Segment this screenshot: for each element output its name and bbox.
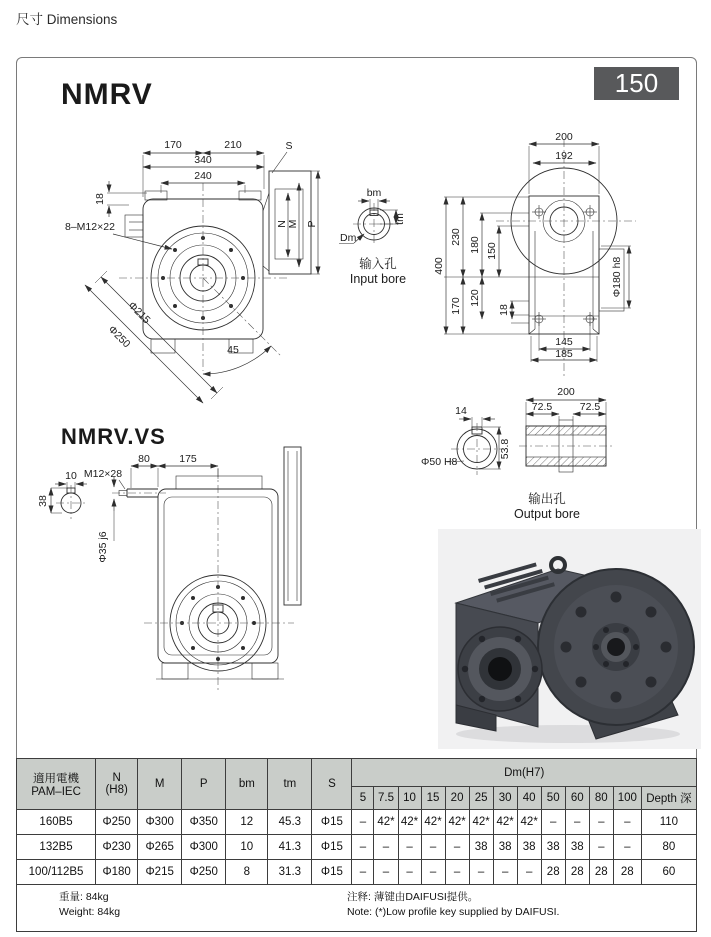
col-header-p: P — [182, 759, 226, 810]
cell-pam: 132B5 — [17, 835, 96, 860]
col-header-dm-30: 30 — [493, 787, 517, 810]
bolt-symbols — [532, 205, 597, 326]
dim-150: 150 — [486, 242, 498, 260]
dim-200: 200 — [555, 131, 573, 143]
cell-pam: 100/112B5 — [17, 860, 96, 885]
dim-175: 175 — [179, 453, 197, 465]
output-bore-drawing — [421, 386, 701, 526]
sheet — [16, 57, 697, 932]
dim-45: 45 — [227, 344, 239, 356]
dim-tm: tm — [394, 213, 406, 225]
dim-38: 38 — [37, 495, 49, 507]
col-header-depth: Depth 深 — [641, 787, 696, 810]
col-header-dm-40: 40 — [517, 787, 541, 810]
col-header-s: S — [312, 759, 352, 810]
vs-model-title: NMRV.VS — [61, 424, 166, 449]
side-body-outline — [529, 196, 599, 334]
label-stud: M12×28 — [83, 468, 123, 480]
spec-table — [16, 758, 697, 932]
col-header-m: M — [138, 759, 182, 810]
col-header-dm-5: 5 — [352, 787, 374, 810]
output-bore-caption-zh: 输出孔 — [528, 492, 566, 506]
key-note: 注释: 薄键由DAIFUSI提供。 Note: (*)Low profile key supplied by DAIFUSI. — [347, 891, 560, 919]
table-row-160b5: 160B5 Φ250 Φ300 Φ350 12 45.3 Φ15 – 42* 42* 42* 42* 42* 42* 42* – – – – 110 — [17, 810, 697, 835]
dim-120: 120 — [469, 289, 481, 307]
dim-192: 192 — [555, 150, 573, 162]
dim-185: 185 — [555, 348, 573, 360]
dim-53-8: 53.8 — [499, 438, 511, 460]
label-p: P — [306, 220, 318, 228]
label-m: M — [287, 219, 299, 229]
dim-dm: Dm — [340, 232, 357, 244]
model-title: NMRV — [61, 78, 153, 111]
col-header-dm-100: 100 — [613, 787, 641, 810]
input-bore-caption-zh: 输入孔 — [359, 257, 397, 271]
weight-note: 重量: 84kg Weight: 84kg — [59, 891, 121, 919]
vs-view-drawing — [26, 451, 331, 701]
dim-170s: 170 — [450, 297, 462, 315]
dim-18: 18 — [94, 193, 106, 205]
vs-side-plate — [284, 447, 301, 605]
photo-output-flange — [538, 569, 694, 725]
dim-400: 400 — [433, 257, 445, 275]
table-row-132b5: 132B5 Φ230 Φ265 Φ300 10 41.3 Φ15 – – – – – 38 38 38 38 38 – – 80 — [17, 835, 697, 860]
dim-10: 10 — [65, 470, 77, 482]
dim-18s: 18 — [498, 304, 510, 316]
page-header: 尺寸 Dimensions — [16, 12, 118, 27]
dim-180: 180 — [469, 236, 481, 254]
table-footer-row — [17, 885, 697, 932]
dim-dia180: Φ180 h8 — [611, 256, 623, 298]
col-header-dm-20: 20 — [445, 787, 469, 810]
dim-dia250: Φ250 — [105, 323, 133, 351]
col-header-dm-80: 80 — [589, 787, 613, 810]
col-header-dm-60: 60 — [565, 787, 589, 810]
dim-170: 170 — [164, 139, 182, 151]
dim-240: 240 — [194, 170, 212, 182]
size-badge: 150 — [594, 67, 679, 100]
dim-340: 340 — [194, 154, 212, 166]
col-header-dm-group: Dm(H7) — [352, 759, 697, 787]
output-bore-caption-en: Output bore — [513, 507, 581, 521]
dim-72-5-left: 72.5 — [531, 401, 553, 413]
input-bore-drawing — [339, 186, 439, 301]
col-header-dm-15: 15 — [421, 787, 445, 810]
front-view-drawing — [61, 131, 341, 406]
dim-dia50: Φ50 H8 — [421, 456, 458, 468]
dim-dia35: Φ35 j6 — [97, 531, 109, 563]
side-view-drawing — [433, 131, 696, 386]
label-s: S — [285, 140, 293, 152]
dim-80: 80 — [138, 453, 150, 465]
col-header-pam: 適用電機 PAM–IEC — [17, 759, 96, 810]
photo-front-boss — [458, 627, 542, 711]
dim-200o: 200 — [557, 386, 575, 398]
col-header-n: N (H8) — [96, 759, 138, 810]
col-header-dm-10: 10 — [398, 787, 421, 810]
dim-14: 14 — [455, 405, 467, 417]
vs-shaft-detail — [56, 485, 86, 519]
label-n: N — [276, 220, 288, 228]
col-header-tm: tm — [268, 759, 312, 810]
col-header-dm-25: 25 — [469, 787, 493, 810]
dim-145: 145 — [555, 336, 573, 348]
col-header-dm-7-5: 7.5 — [374, 787, 398, 810]
product-photo — [438, 529, 701, 749]
label-bolt-callout: 8–M12×22 — [65, 221, 115, 233]
col-header-dm-50: 50 — [541, 787, 565, 810]
dim-210: 210 — [224, 139, 242, 151]
input-bore-caption-en: Input bore — [349, 272, 407, 286]
table-row-100-112b5: 100/112B5 Φ180 Φ215 Φ250 8 31.3 Φ15 – – – – – – – – 28 28 28 28 60 — [17, 860, 697, 885]
dim-230: 230 — [450, 228, 462, 246]
cell-pam: 160B5 — [17, 810, 96, 835]
col-header-bm: bm — [226, 759, 268, 810]
output-shaft-section — [519, 420, 613, 472]
dim-bm: bm — [366, 187, 382, 199]
dim-dia215: Φ215 — [125, 299, 153, 327]
dim-72-5-right: 72.5 — [579, 401, 601, 413]
